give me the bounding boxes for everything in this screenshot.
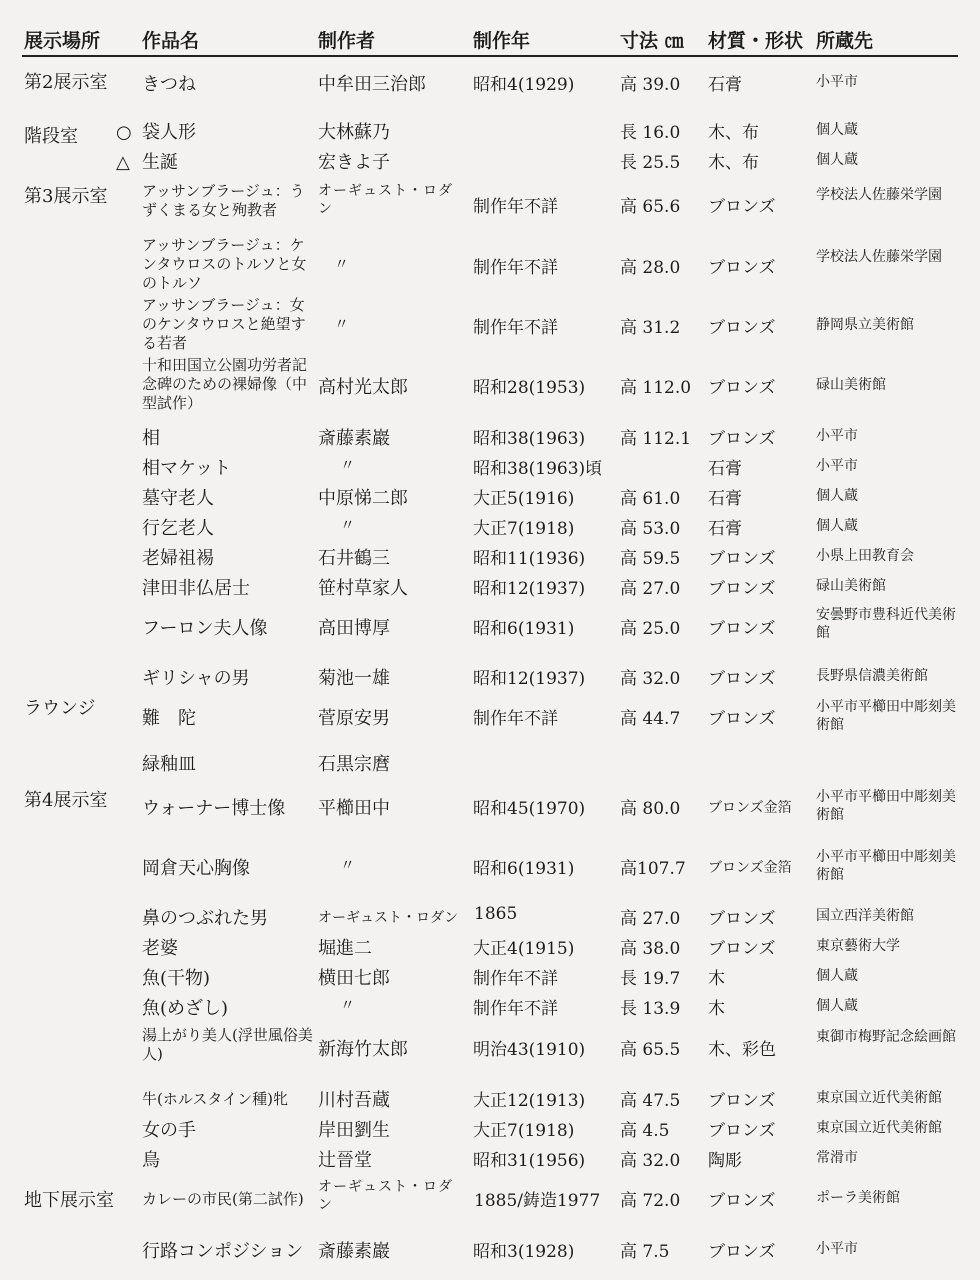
maker-cell: 大林蘇乃 <box>318 122 390 143</box>
year-cell: 昭和38(1963) <box>473 429 586 449</box>
dim-cell: 高 32.0 <box>620 1151 681 1171</box>
year-cell: 制作年不詳 <box>473 709 558 729</box>
maker-cell: 石井鶴三 <box>318 548 390 569</box>
title-cell: 牛(ホルスタイン種)牝 <box>142 1090 288 1108</box>
material-cell: 石膏 <box>708 489 742 509</box>
dim-cell: 高 27.0 <box>620 579 681 599</box>
owner-cell: 個人蔵 <box>816 488 858 504</box>
material-cell: ブロンズ <box>708 318 776 338</box>
title-cell: アッサンブラージュ：女のケンタウロスと絶望する若者 <box>142 296 306 352</box>
material-cell: ブロンズ <box>708 709 776 729</box>
material-cell: ブロンズ金箔 <box>708 800 792 816</box>
maker-cell: 菊池一雄 <box>318 668 390 689</box>
dim-cell: 長 16.0 <box>620 123 681 143</box>
title-cell: 行路コンポジション <box>142 1241 304 1262</box>
material-cell: 石膏 <box>708 75 742 95</box>
title-cell: 行乞老人 <box>142 518 214 539</box>
owner-cell: 静岡県立美術館 <box>816 317 914 333</box>
maker-cell: 中牟田三治郎 <box>318 74 426 95</box>
title-cell: 老婆 <box>142 938 178 959</box>
material-cell: ブロンズ <box>708 939 776 959</box>
year-cell: 昭和11(1936) <box>473 549 586 569</box>
maker-cell: 新海竹太郎 <box>318 1039 408 1060</box>
maker-cell: 斎藤素巖 <box>318 428 390 449</box>
maker-cell: 辻晉堂 <box>318 1150 372 1171</box>
maker-cell: 〃 <box>340 456 356 474</box>
year-cell: 1885/鋳造1977 <box>474 1191 601 1211</box>
header-maker: 制作者 <box>318 30 376 52</box>
dim-cell: 高 65.6 <box>620 197 681 217</box>
maker-cell: 堀進二 <box>318 938 372 959</box>
maker-cell: 斎藤素巖 <box>318 1241 390 1262</box>
title-cell: フーロン夫人像 <box>142 618 268 639</box>
owner-cell: 碌山美術館 <box>816 578 886 594</box>
year-cell: 制作年不詳 <box>473 258 558 278</box>
header-material: 材質・形状 <box>708 30 804 52</box>
title-cell: 相 <box>142 428 160 449</box>
room-cell: 第2展示室 <box>24 72 108 93</box>
year-cell: 昭和4(1929) <box>473 75 575 95</box>
dim-cell: 高 7.5 <box>620 1242 670 1262</box>
title-cell: 鳥 <box>142 1150 160 1171</box>
title-cell: 湯上がり美人(浮世風俗美人) <box>142 1026 313 1063</box>
year-cell: 昭和12(1937) <box>473 579 586 599</box>
maker-cell: 川村吾蔵 <box>318 1090 390 1111</box>
year-cell: 大正12(1913) <box>473 1091 586 1111</box>
title-cell: アッサンブラージュ：うずくまる女と殉教者 <box>142 182 305 219</box>
material-cell: ブロンズ <box>708 1091 776 1111</box>
dim-cell: 高107.7 <box>620 859 686 879</box>
year-cell: 昭和31(1956) <box>473 1151 586 1171</box>
material-cell: ブロンズ <box>708 579 776 599</box>
room-cell: 第3展示室 <box>24 186 108 207</box>
header-title: 作品名 <box>142 30 200 52</box>
title-cell: 津田非仏居士 <box>142 578 250 599</box>
material-cell: ブロンズ金箔 <box>708 860 792 876</box>
material-cell: ブロンズ <box>708 258 776 278</box>
year-cell: 昭和45(1970) <box>473 799 586 819</box>
title-cell: 岡倉天心胸像 <box>142 858 250 879</box>
title-cell: ウォーナー博士像 <box>142 798 286 819</box>
title-cell: 女の手 <box>142 1120 196 1141</box>
year-cell: 制作年不詳 <box>473 969 558 989</box>
material-cell: ブロンズ <box>708 909 776 929</box>
year-cell: 昭和38(1963)頃 <box>473 459 603 479</box>
maker-cell: 〃 <box>334 315 350 333</box>
material-cell: 木、布 <box>708 153 759 173</box>
dim-cell: 高 47.5 <box>620 1091 681 1111</box>
material-cell: 木、彩色 <box>708 1040 776 1060</box>
material-cell: ブロンズ <box>708 549 776 569</box>
header-dim: 寸法 ㎝ <box>620 30 684 52</box>
header-room: 展示場所 <box>24 30 101 52</box>
owner-cell: 個人蔵 <box>816 968 858 984</box>
dim-cell: 高 38.0 <box>620 939 681 959</box>
maker-cell: 〃 <box>340 516 356 534</box>
owner-cell: 小県上田教育会 <box>816 548 914 564</box>
dim-cell: 高 65.5 <box>620 1040 681 1060</box>
dim-cell: 高 112.1 <box>620 429 692 449</box>
owner-cell: 安曇野市豊科近代美術館 <box>816 607 956 641</box>
material-cell: ブロンズ <box>708 669 776 689</box>
material-cell: 木、布 <box>708 123 759 143</box>
year-cell: 大正4(1915) <box>473 939 575 959</box>
maker-cell: オーギュスト・ロダン <box>318 183 453 217</box>
owner-cell: 個人蔵 <box>816 152 858 168</box>
maker-cell: オーギュスト・ロダン <box>318 1179 453 1213</box>
owner-cell: 東京国立近代美術館 <box>816 1090 942 1106</box>
owner-cell: 個人蔵 <box>816 998 858 1014</box>
title-cell: カレーの市民(第二試作) <box>142 1190 304 1208</box>
title-cell: ギリシャの男 <box>142 668 250 689</box>
title-cell: 魚(干物) <box>142 968 211 989</box>
material-cell: ブロンズ <box>708 619 776 639</box>
owner-cell: 個人蔵 <box>816 518 858 534</box>
year-cell: 大正7(1918) <box>473 1121 575 1141</box>
year-cell: 昭和3(1928) <box>473 1242 575 1262</box>
material-cell: ブロンズ <box>708 378 776 398</box>
dim-cell: 高 27.0 <box>620 909 681 929</box>
dim-cell: 高 25.0 <box>620 619 681 639</box>
year-cell: 昭和6(1931) <box>473 859 575 879</box>
owner-cell: 東京国立近代美術館 <box>816 1120 942 1136</box>
year-cell: 明治43(1910) <box>473 1040 586 1060</box>
title-cell: 相マケット <box>142 458 232 479</box>
owner-cell: 小平市 <box>816 74 858 90</box>
material-cell: ブロンズ <box>708 1191 776 1211</box>
dim-cell: 高 32.0 <box>620 669 681 689</box>
year-cell: 制作年不詳 <box>473 197 558 217</box>
maker-cell: 高村光太郎 <box>318 377 408 398</box>
material-cell: ブロンズ <box>708 1121 776 1141</box>
title-cell: 老婦祖裼 <box>142 548 214 569</box>
title-cell: 鼻のつぶれた男 <box>142 908 268 929</box>
dim-cell: 高 39.0 <box>620 75 681 95</box>
title-cell: 十和田国立公園功労者記念碑のための裸婦像（中型試作） <box>142 356 308 412</box>
material-cell: ブロンズ <box>708 429 776 449</box>
title-cell: 難 陀 <box>142 708 196 729</box>
title-cell: 墓守老人 <box>142 488 214 509</box>
title-cell: 生誕 <box>142 152 178 173</box>
maker-cell: 岸田劉生 <box>318 1120 390 1141</box>
owner-cell: 学校法人佐藤栄学園 <box>816 249 942 265</box>
header-year: 制作年 <box>473 30 531 52</box>
maker-cell: 〃 <box>334 255 350 273</box>
room-cell: ラウンジ <box>24 698 96 719</box>
owner-cell: ポーラ美術館 <box>816 1190 900 1206</box>
dim-cell: 長 19.7 <box>620 969 681 989</box>
maker-cell: 菅原安男 <box>318 708 390 729</box>
dim-cell: 高 72.0 <box>620 1191 681 1211</box>
dim-cell: 高 31.2 <box>620 318 681 338</box>
title-cell: 袋人形 <box>142 122 196 143</box>
dim-cell: 長 13.9 <box>620 999 681 1019</box>
owner-cell: 国立西洋美術館 <box>816 908 914 924</box>
year-cell: 昭和6(1931) <box>473 619 575 639</box>
year-cell: 制作年不詳 <box>473 999 558 1019</box>
material-cell: 石膏 <box>708 459 742 479</box>
owner-cell: 小平市平櫛田中彫刻美術館 <box>816 849 956 883</box>
dim-cell: 高 80.0 <box>620 799 681 819</box>
owner-cell: 小平市 <box>816 1241 858 1257</box>
year-cell: 大正5(1916) <box>473 489 575 509</box>
maker-cell: オーギュスト・ロダン <box>318 910 459 926</box>
owner-cell: 碌山美術館 <box>816 377 886 393</box>
header-owner: 所蔵先 <box>816 30 874 52</box>
material-cell: 石膏 <box>708 519 742 539</box>
triangle-mark: △ <box>116 152 130 173</box>
circle-mark: ○ <box>116 122 132 143</box>
maker-cell: 横田七郎 <box>318 968 390 989</box>
material-cell: 陶彫 <box>708 1151 742 1171</box>
maker-cell: 〃 <box>340 996 356 1014</box>
material-cell: 木 <box>708 999 725 1019</box>
maker-cell: 笹村草家人 <box>318 578 408 599</box>
dim-cell: 高 61.0 <box>620 489 681 509</box>
year-cell: 昭和28(1953) <box>473 378 586 398</box>
owner-cell: 小平市 <box>816 458 858 474</box>
maker-cell: 高田博厚 <box>318 618 390 639</box>
dim-cell: 高 53.0 <box>620 519 681 539</box>
dim-cell: 高 4.5 <box>620 1121 670 1141</box>
dim-cell: 高 59.5 <box>620 549 681 569</box>
room-cell: 第4展示室 <box>24 790 108 811</box>
maker-cell: 〃 <box>340 856 356 874</box>
dim-cell: 長 25.5 <box>620 153 681 173</box>
owner-cell: 小平市平櫛田中彫刻美術館 <box>816 699 956 733</box>
owner-cell: 常滑市 <box>816 1150 858 1166</box>
room-cell: 地下展示室 <box>24 1190 114 1211</box>
year-cell: 制作年不詳 <box>473 318 558 338</box>
owner-cell: 小平市平櫛田中彫刻美術館 <box>816 789 956 823</box>
maker-cell: 平櫛田中 <box>318 798 390 819</box>
room-cell: 階段室 <box>24 126 78 147</box>
maker-cell: 中原悌二郎 <box>318 488 408 509</box>
year-cell: 昭和12(1937) <box>473 669 586 689</box>
owner-cell: 東京藝術大学 <box>816 938 900 954</box>
material-cell: ブロンズ <box>708 197 776 217</box>
material-cell: 木 <box>708 969 725 989</box>
dim-cell: 高 28.0 <box>620 258 681 278</box>
year-cell: 大正7(1918) <box>473 519 575 539</box>
title-cell: アッサンブラージュ：ケンタウロスのトルソと女のトルソ <box>142 236 307 292</box>
material-cell: ブロンズ <box>708 1242 776 1262</box>
maker-cell: 石黒宗麿 <box>318 754 390 775</box>
title-cell: 魚(めざし) <box>142 998 229 1019</box>
dim-cell: 高 44.7 <box>620 709 681 729</box>
owner-cell: 小平市 <box>816 428 858 444</box>
owner-cell: 個人蔵 <box>816 122 858 138</box>
owner-cell: 長野県信濃美術館 <box>816 668 928 684</box>
title-cell: きつね <box>142 74 196 95</box>
dim-cell: 高 112.0 <box>620 378 692 398</box>
year-cell: 1865 <box>474 904 518 924</box>
title-cell: 緑釉皿 <box>142 754 196 775</box>
owner-cell: 学校法人佐藤栄学園 <box>816 187 942 203</box>
owner-cell: 東御市梅野記念絵画館 <box>816 1029 956 1045</box>
maker-cell: 宏きよ子 <box>318 152 390 173</box>
